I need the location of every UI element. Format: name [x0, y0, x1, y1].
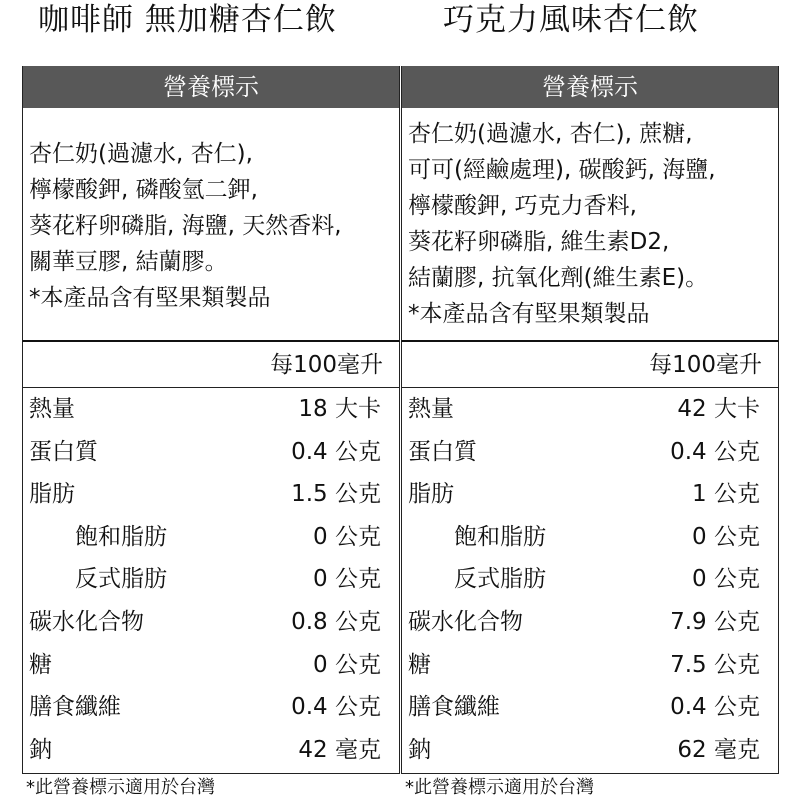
nutrient-row	[23, 431, 399, 474]
nutrient-value: 0.4 公克	[670, 438, 760, 465]
ingredient-line: 關華豆膠, 結蘭膠。	[29, 249, 228, 275]
nutrient-row	[23, 558, 399, 601]
nutrient-name: 鈉	[408, 736, 431, 763]
ingredient-line: *本產品含有堅果類製品	[29, 285, 271, 311]
nutrient-value: 62 毫克	[677, 736, 760, 763]
nutrient-row	[402, 473, 778, 516]
nutrient-row	[402, 388, 778, 431]
nutrient-name: 脂肪	[408, 481, 454, 508]
nutrient-value: 0.8 公克	[291, 608, 381, 635]
product-title-left: 咖啡師 無加糖杏仁飲	[38, 2, 337, 38]
nutrient-row	[402, 729, 778, 772]
nutrient-name: 熱量	[29, 396, 75, 422]
footnote-right: *此營養標示適用於台灣	[405, 777, 594, 798]
nutrient-value: 0 公克	[313, 523, 381, 550]
nutrition-header: 營養標示	[22, 66, 400, 108]
nutrient-value: 0.4 公克	[670, 694, 760, 721]
per-serving-label: 每100毫升	[402, 342, 778, 388]
ingredient-line: 葵花籽卵磷脂, 海鹽, 天然香料,	[29, 213, 342, 239]
ingredient-line: 可可(經鹼處理), 碳酸鈣, 海鹽,	[408, 157, 716, 183]
nutrient-name: 碳水化合物	[29, 608, 144, 635]
nutrient-name: 反式脂肪	[75, 566, 167, 593]
ingredients-block	[401, 108, 779, 342]
nutrient-value: 42 大卡	[677, 396, 760, 422]
nutrition-header: 營養標示	[401, 66, 779, 108]
nutrient-value: 0 公克	[313, 651, 381, 678]
nutrient-row	[23, 686, 399, 729]
nutrient-row	[402, 516, 778, 559]
ingredient-line: 葵花籽卵磷脂, 維生素D2,	[408, 229, 670, 255]
nutrition-panel-left	[22, 66, 400, 774]
nutrient-name: 糖	[29, 651, 52, 678]
nutrient-row	[23, 473, 399, 516]
nutrient-name: 蛋白質	[408, 438, 477, 465]
nutrient-name: 鈉	[29, 736, 52, 763]
nutrient-name: 糖	[408, 651, 431, 678]
nutrient-name: 脂肪	[29, 481, 75, 508]
ingredient-line: 杏仁奶(過濾水, 杏仁),	[29, 141, 253, 167]
nutrient-value: 0.4 公克	[291, 694, 381, 721]
nutrient-value: 0 公克	[313, 566, 381, 593]
nutrition-facts	[401, 342, 779, 774]
nutrient-row	[23, 644, 399, 687]
ingredients-block	[22, 108, 400, 342]
nutrient-value: 1 公克	[692, 481, 760, 508]
ingredient-line: 結蘭膠, 抗氧化劑(維生素E)。	[408, 265, 709, 291]
ingredient-line: 杏仁奶(過濾水, 杏仁), 蔗糖,	[408, 121, 693, 147]
per-serving-label: 每100毫升	[23, 342, 399, 388]
nutrient-name: 膳食纖維	[408, 694, 500, 721]
nutrient-name: 反式脂肪	[454, 566, 546, 593]
nutrient-row	[23, 388, 399, 431]
footnote-left: *此營養標示適用於台灣	[26, 777, 215, 798]
nutrient-row	[402, 686, 778, 729]
nutrition-facts	[22, 342, 400, 774]
nutrient-name: 膳食纖維	[29, 694, 121, 721]
nutrient-name: 碳水化合物	[408, 608, 523, 635]
nutrient-row	[23, 601, 399, 644]
nutrient-name: 蛋白質	[29, 438, 98, 465]
nutrient-row	[402, 431, 778, 474]
nutrition-panel-right	[401, 66, 779, 774]
nutrient-name: 飽和脂肪	[454, 523, 546, 550]
nutrient-value: 0 公克	[692, 523, 760, 550]
nutrient-row	[23, 516, 399, 559]
nutrient-value: 18 大卡	[298, 396, 381, 422]
nutrient-value: 7.9 公克	[670, 608, 760, 635]
nutrient-name: 熱量	[408, 396, 454, 422]
nutrient-name: 飽和脂肪	[75, 523, 167, 550]
nutrient-value: 42 毫克	[298, 736, 381, 763]
nutrient-value: 7.5 公克	[670, 651, 760, 678]
nutrient-row	[402, 601, 778, 644]
nutrient-value: 0.4 公克	[291, 438, 381, 465]
nutrient-row	[23, 729, 399, 772]
nutrient-value: 1.5 公克	[291, 481, 381, 508]
nutrient-row	[402, 644, 778, 687]
ingredient-line: 檸檬酸鉀, 巧克力香料,	[408, 193, 637, 219]
ingredient-line: *本產品含有堅果類製品	[408, 301, 650, 327]
ingredient-line: 檸檬酸鉀, 磷酸氫二鉀,	[29, 177, 258, 203]
nutrient-row	[402, 558, 778, 601]
product-title-right: 巧克力風味杏仁飲	[443, 2, 699, 38]
nutrient-value: 0 公克	[692, 566, 760, 593]
